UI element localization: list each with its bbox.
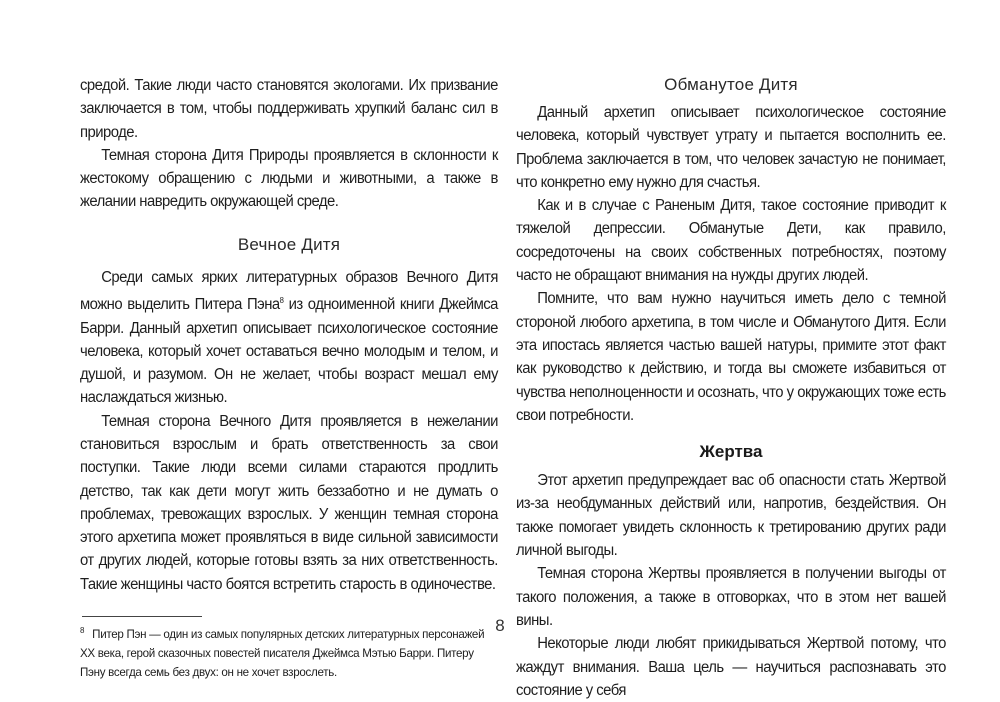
paragraph: Помните, что вам нужно научиться иметь дело с темной стороной любого архетипа, в том числе и Обманутого Дитя. Если эта ипостась является частью вашей натуры, примите этот факт как руководство к действию, и тогда вы сможете избавиться от чувства неполноценности и осознать, что у окружающих тоже есть свои потребности. bbox=[516, 290, 946, 424]
left-column bbox=[80, 74, 498, 682]
paragraph: Этот архетип предупреждает вас об опасности стать Жертвой из-за необдуманных действий или, напротив, бездействия. Он также помогает увидеть склонность к третированию других ради личной выгоды. bbox=[516, 472, 946, 560]
paragraph: Некоторые люди любят прикидываться Жертвой потому, что жаждут внимания. Ваша цель — научиться распознавать это состояние у себя bbox=[516, 635, 946, 699]
paragraph: Данный архетип описывает психологическое состояние человека, который чувствует утрату и пытается восполнить ее. Проблема заключается в том, что человек зачастую не понимает, что конкретно ему нужно для счастья. bbox=[516, 104, 946, 191]
paragraph: Как и в случае с Раненым Дитя, такое состояние приводит к тяжелой депрессии. Обманутые Дети, как правило, сосредоточены на своих собственных потребностях, поэтому часто не обращают внимания на нужды других людей. bbox=[516, 197, 946, 285]
section-heading: Жертва bbox=[699, 442, 763, 462]
footnote-reference: 8 bbox=[279, 296, 284, 306]
footnote: $^8$ Питер Пэн — один из самых популярных детских литературных персонажей XX века, герой сказочных повестей писателя Джеймса Мэтью Барри. Питеру Пэну всегда семь без двух: он не хочет взрослеть. bbox=[80, 626, 485, 679]
right-column bbox=[516, 74, 946, 702]
paragraph: Темная сторона Жертвы проявляется в получении выгоды от такого положения, а также в отговорках, что в этом нет вашей вины. bbox=[516, 565, 946, 629]
paragraph: средой. Такие люди часто становятся экологами. Их призвание заключается в том, чтобы поддерживать хрупкий баланс сил в природе. bbox=[80, 77, 498, 141]
paragraph: Темная сторона Дитя Природы проявляется в склонности к жестокому обращению с людьми и животными, а также в желании навредить окружающей среде. bbox=[80, 146, 498, 211]
section-heading: Вечное Дитя bbox=[237, 234, 341, 254]
paragraph: Темная сторона Вечного Дитя проявляется в нежелании становиться взрослым и брать ответственность за свои поступки. Такие люди всеми силами стараются продлить детство, так как дети могут жить беззаботно и не думать о проблемах, тревожащих взрослых. У женщин темная сторона этого архетипа может проявляться в виде сильной зависимости от других людей, которые готовы взять за них ответственность. Такие женщины часто боятся встретить старость в одиночестве. bbox=[80, 412, 498, 593]
page-number: 8 bbox=[495, 616, 505, 635]
section-heading: Обманутое Дитя bbox=[664, 75, 798, 94]
paragraph: Среди самых ярких литературных образов Вечного Дитя можно выделить Питера Пэна$^8$ из одноименной книги Джеймса Барри. Данный архетип описывает психологическое состояние человека, который хочет оставаться вечно молодым и телом, и душой, и разумом. Он не желает, чтобы возраст мешал ему наслаждаться жизнью. bbox=[80, 268, 498, 407]
